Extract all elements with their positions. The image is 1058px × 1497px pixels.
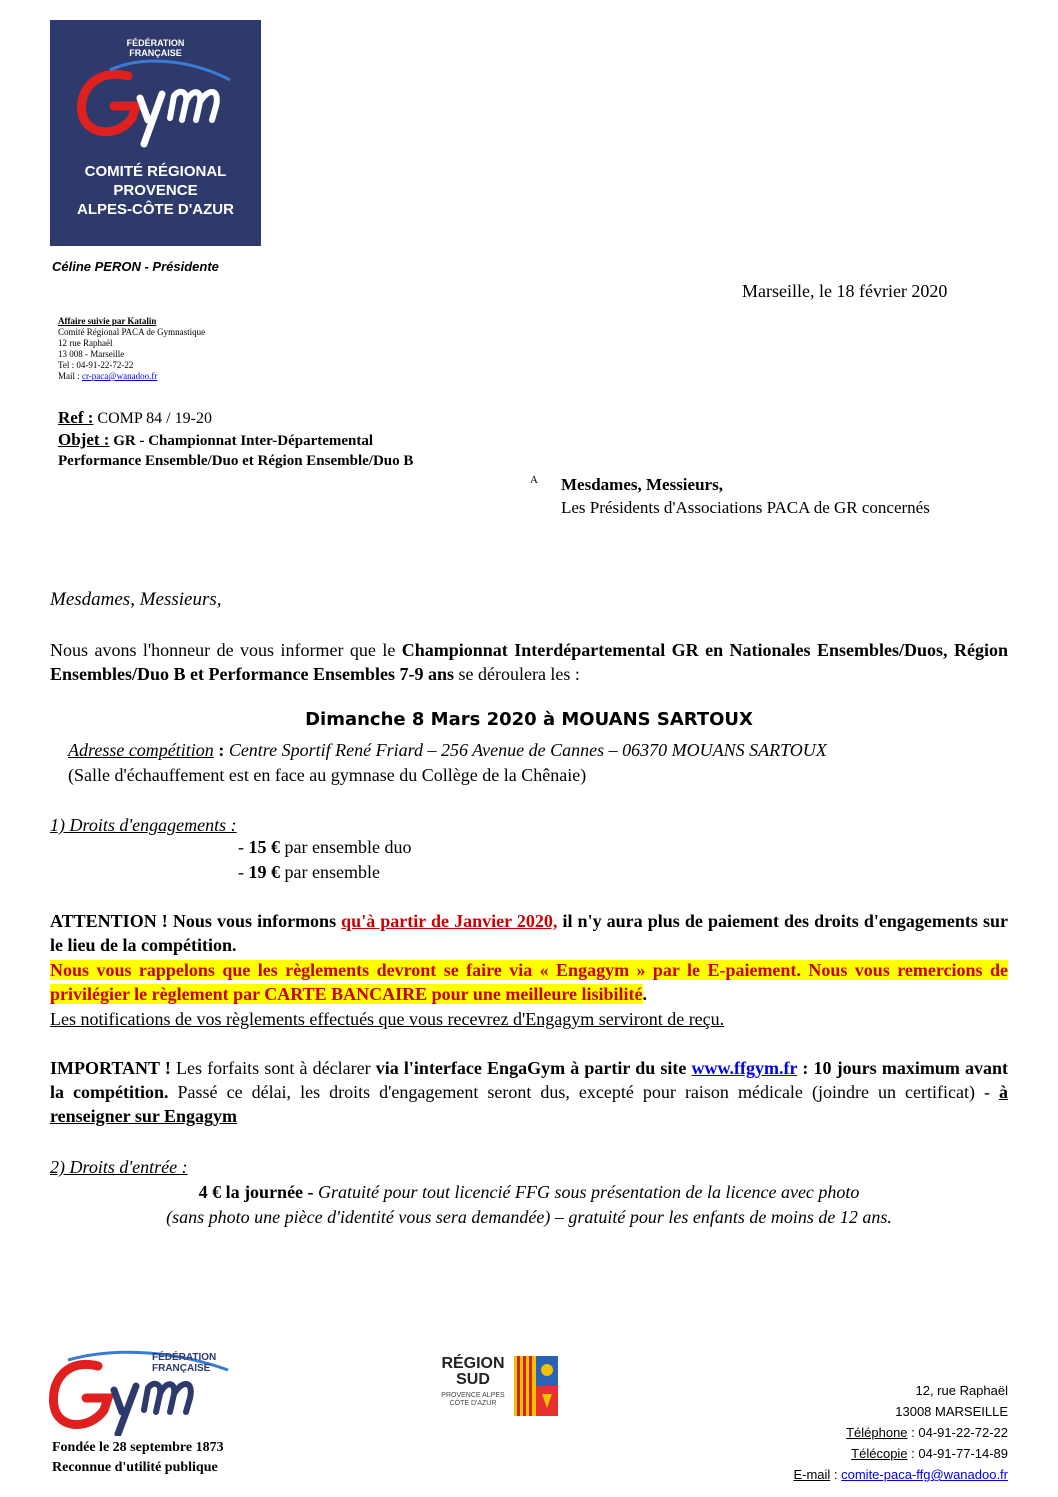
fee-text: par ensemble duo <box>280 837 412 857</box>
fee-text: par ensemble <box>280 862 380 882</box>
email-sep: : <box>830 1467 842 1482</box>
intro-text-end: se déroulera les : <box>453 664 580 684</box>
logo-line: COMITÉ RÉGIONAL <box>84 163 227 180</box>
ref-label: Ref : <box>58 408 94 427</box>
ref-value: COMP 84 / 19-20 <box>93 410 212 427</box>
email-label: E-mail <box>793 1467 831 1482</box>
address-label: Adresse compétition <box>68 740 214 760</box>
founded-line: Fondée le 28 septembre 1873 <box>52 1440 224 1455</box>
salutation: Mesdames, Messieurs, <box>50 589 222 610</box>
important-paragraph <box>50 1056 1008 1128</box>
footer-address-line: 12, rue Raphaël <box>915 1383 1008 1398</box>
section-2-title: 2) Droits d'entrée : <box>50 1157 188 1177</box>
region-shield-icon <box>514 1356 558 1416</box>
objet-line2: Performance Ensemble/Duo et Région Ensemble/Duo B <box>58 453 414 469</box>
address-sep: : <box>213 740 229 760</box>
important-text: Les forfaits sont à déclarer <box>170 1058 376 1078</box>
logo-comite-text <box>50 162 261 219</box>
president-signature-line: Céline PERON - Présidente <box>52 259 219 274</box>
recipient-line1: Mesdames, Messieurs, <box>561 475 723 494</box>
mail-label: Mail : <box>58 371 82 381</box>
followup-mail-link[interactable]: cr-paca@wanadoo.fr <box>82 371 158 381</box>
region-title: RÉGION SUD <box>441 1355 505 1388</box>
attention-text-end: il n'y aura plus de paiement des droits d'engagements sur le lieu de la compétition. <box>50 911 1008 955</box>
logo-line: PROVENCE <box>113 182 198 199</box>
followup-line: 12 rue Raphaël <box>58 338 113 348</box>
attention-paragraph <box>50 909 1008 957</box>
reminder-highlighted-text: Nous vous rappelons que les règlements devront se faire via « Engagym » par le E-paiement. Nous vous remercions de privilégier le règlement par CARTE BANCAIRE pour une meilleure lisibilité <box>50 960 1008 1004</box>
notification-note: Les notifications de vos règlements effectués que vous recevrez d'Engagym serviront de reçu. <box>50 1009 725 1029</box>
important-bold-text: via l'interface EngaGym à partir du site <box>375 1058 692 1078</box>
fee-prefix: - <box>238 837 249 857</box>
attention-red-text: qu'à partir de Janvier 2020, <box>341 911 558 931</box>
competition-address <box>68 738 827 762</box>
ffgym-link[interactable]: www.ffgym.fr <box>691 1058 798 1078</box>
footer-email <box>793 1464 1008 1485</box>
objet-label: Objet : <box>58 430 110 449</box>
footer-email-link[interactable]: comite-paca-ffg@wanadoo.fr <box>841 1467 1008 1482</box>
subject-block <box>58 430 413 471</box>
footer-fax <box>793 1443 1008 1464</box>
warmup-room-note: (Salle d'échauffement est en face au gymnase du Collège de la Chênaie) <box>68 765 587 785</box>
logo-line: ALPES-CÔTE D'AZUR <box>77 201 234 218</box>
fee-item <box>238 835 411 859</box>
logo-federation-text: FÉDÉRATION FRANÇAISE <box>126 38 185 58</box>
followup-line: Tel : 04-91-22-72-22 <box>58 360 134 370</box>
important-text-2: Passé ce délai, les droits d'engagement seront dus, excepté pour raison médicale (joindre un certificat) - <box>168 1082 999 1102</box>
address-value: Centre Sportif René Friard – 256 Avenue de Cannes – 06370 MOUANS SARTOUX <box>228 740 827 760</box>
entry-text: Gratuité pour tout licencié FFG sous présentation de la licence avec photo <box>313 1182 860 1202</box>
entry-price: 4 € la journée - <box>198 1182 314 1202</box>
recognition-line: Reconnue d'utilité publique <box>52 1460 218 1475</box>
reminder-end: . <box>642 984 647 1004</box>
fee-amount: 19 € <box>248 862 280 882</box>
phone-value: : 04-91-22-72-22 <box>907 1425 1008 1440</box>
important-lead: IMPORTANT ! <box>50 1058 171 1078</box>
entry-fee-line <box>0 1180 1058 1204</box>
fax-label: Télécopie <box>851 1446 908 1461</box>
fee-item <box>238 860 380 884</box>
footer-contact-block <box>793 1380 1008 1485</box>
footer-federation-text: FÉDÉRATION FRANÇAISE <box>152 1352 217 1374</box>
intro-text: Nous avons l'honneur de vous informer que le <box>50 640 402 660</box>
payment-reminder <box>50 958 1008 1006</box>
recipient-line2: Les Présidents d'Associations PACA de GR concernés <box>561 498 930 517</box>
important-deadline: : 10 jours maximum avant la compétition. <box>50 1058 1009 1102</box>
region-sud-logo <box>432 1356 562 1426</box>
followup-title: Affaire suivie par Katalin <box>58 316 157 326</box>
attention-text: ATTENTION ! Nous vous informons <box>50 911 342 931</box>
footer-phone <box>793 1422 1008 1443</box>
recipient-marker: A <box>530 474 538 486</box>
footer-address-line: 13008 MARSEILLE <box>895 1404 1008 1419</box>
followup-block <box>58 316 205 382</box>
founded-block <box>52 1438 224 1478</box>
event-date: Dimanche 8 Mars 2020 à MOUANS SARTOUX <box>305 709 753 730</box>
objet-line1: GR - Championnat Inter-Départemental <box>109 433 374 449</box>
intro-bold-text: Championnat Interdépartemental GR en Nationales Ensembles/Duos, Région Ensembles/Duo B et Performance Ensembles 7-9 ans <box>50 640 1008 684</box>
important-engagym-note: à renseigner sur Engagym <box>50 1082 1008 1126</box>
gym-logo-icon <box>70 58 240 148</box>
followup-mail-line <box>58 371 205 382</box>
reference-line <box>58 408 212 429</box>
comite-logo <box>50 20 261 246</box>
fax-value: : 04-91-77-14-89 <box>907 1446 1008 1461</box>
fee-amount: 15 € <box>248 837 280 857</box>
intro-paragraph <box>50 638 1008 686</box>
recipient-block <box>561 473 930 519</box>
section-1-title: 1) Droits d'engagements : <box>50 815 237 835</box>
fee-prefix: - <box>238 862 249 882</box>
phone-label: Téléphone <box>846 1425 908 1440</box>
entry-fee-line-2: (sans photo une pièce d'identité vous sera demandée) – gratuité pour les enfants de moins de 12 ans. <box>166 1207 892 1227</box>
followup-line: Comité Régional PACA de Gymnastique <box>58 327 206 337</box>
letter-date: Marseille, le 18 février 2020 <box>742 281 948 301</box>
region-subtitle: PROVENCE ALPES CÔTE D'AZUR <box>441 1392 505 1407</box>
followup-line: 13 008 - Marseille <box>58 349 125 359</box>
